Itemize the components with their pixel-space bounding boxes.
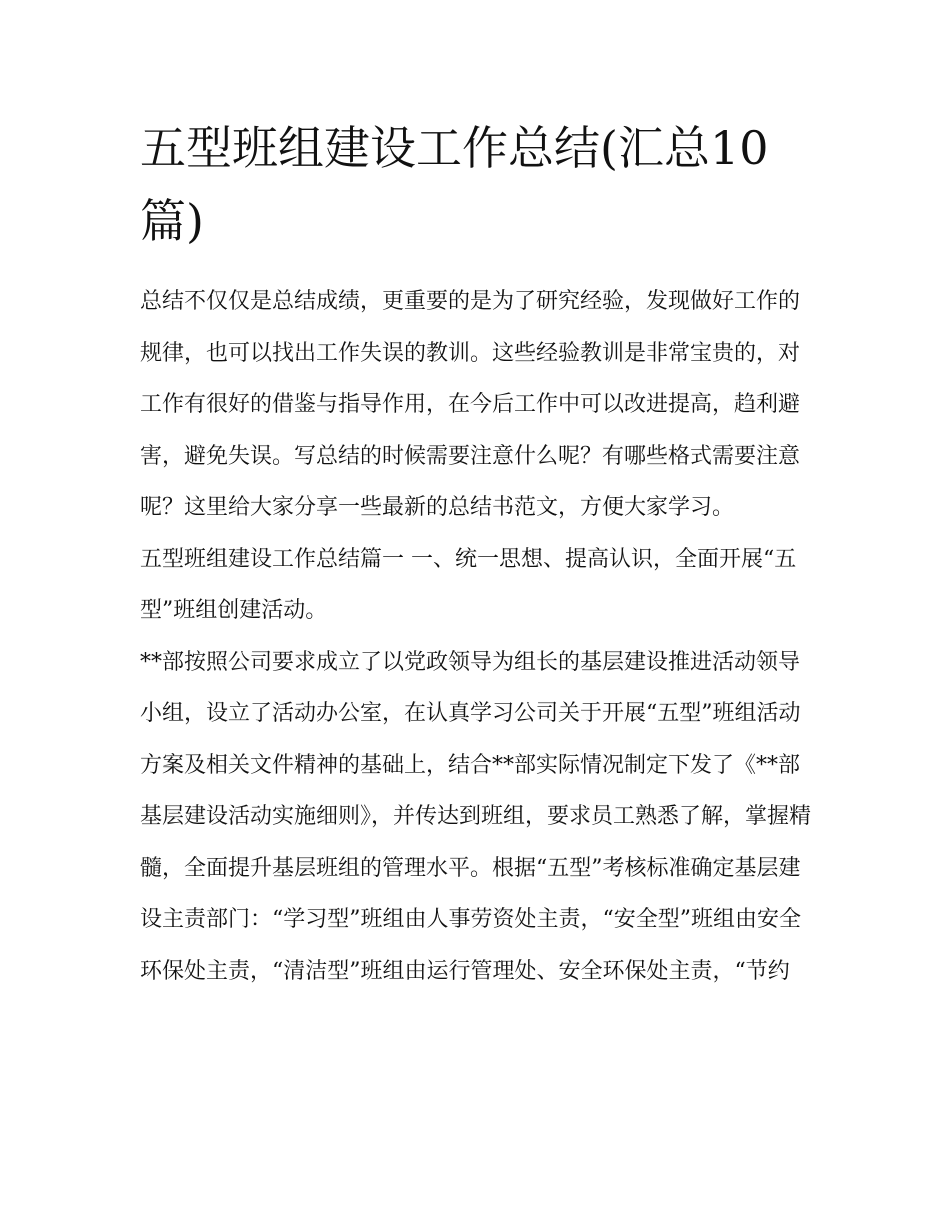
intro-paragraph: 总结不仅仅是总结成绩，更重要的是为了研究经验，发现做好工作的规律，也可以找出工作失误的教训。这些经验教训是非常宝贵的，对工作有很好的借鉴与指导作用，在今后工作中可以改进提高，趋利避害，避免失误。写总结的时候需要注意什么呢？有哪些格式需要注意呢？这里给大家分享一些最新的总结书范文，方便大家学习。 xyxy=(140,289,801,520)
document-title: 五型班组建设工作总结(汇总10篇) xyxy=(140,121,769,248)
section-heading-paragraph: 五型班组建设工作总结篇一 一、统一思想、提高认识，全面开展“五型”班组创建活动。 xyxy=(140,546,797,623)
document-page xyxy=(140,112,820,997)
body-paragraph: **部按照公司要求成立了以党政领导为组长的基层建设推进活动领导小组，设立了活动办公室，在认真学习公司关于开展“五型”班组活动方案及相关文件精神的基础上，结合**部实际情况制定下发了《**部基层建设活动实施细则》，并传达到班组，要求员工熟悉了解，掌握精髓，全面提升基层班组的管理水平。根据“五型”考核标准确定基层建设主责部门：“学习型”班组由人事劳资处主责，“安全型”班组由安全环保处主责，“清洁型”班组由运行管理处、安全环保处主责，“节约 xyxy=(140,649,812,984)
